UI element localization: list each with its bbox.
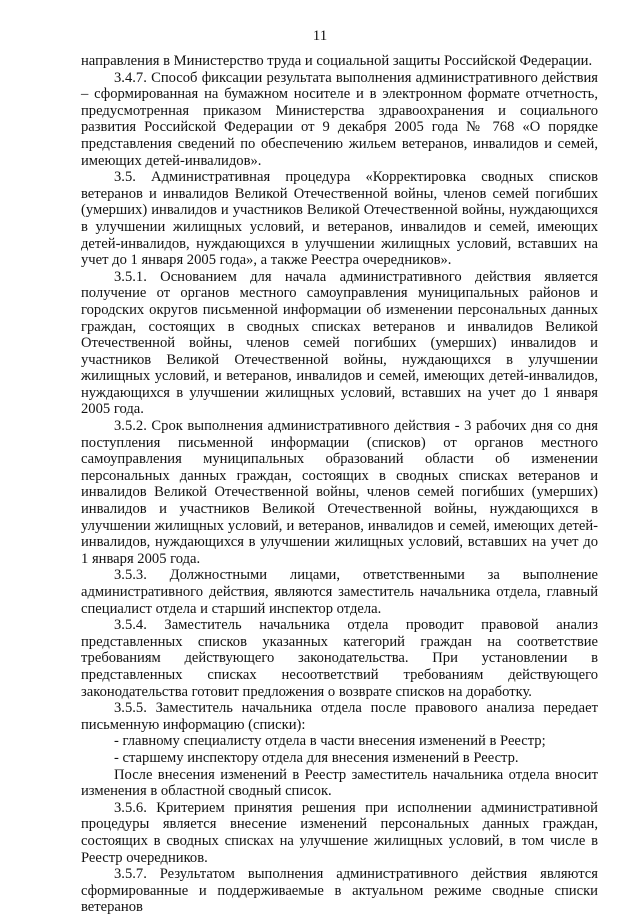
paragraph: После внесения изменений в Реестр заместитель начальника отдела вносит изменения в областной сводный список. [81, 766, 598, 800]
paragraph: 3.5.6. Критерием принятия решения при исполнении административной процедуры является внесение изменений персональных данных граждан, состоящих в сводных списках на улучшение жилищных условий, в том числе в Реестр очередников. [81, 799, 598, 866]
list-item: - старшему инспектору отдела для внесения изменений в Реестр. [114, 749, 519, 766]
paragraph: 3.5.1. Основанием для начала административного действия является получение от органов местного самоуправления муниципальных районов и городских округов письменной информации об изменении персональных данных граждан, состоящих в сводных списках ветеранов и инвалидов Великой Отечественной войны, членов семей погибших (умерших) инвалидов и участников Великой Отечественной войны, нуждающихся в улучшении жилищных условий, и ветеранов, инвалидов и семей, имеющих детей-инвалидов, нуждающихся в улучшении жилищных условий, вставших на учет до 1 января 2005 года. [81, 268, 598, 418]
paragraph: 3.5.2. Срок выполнения административного действия - 3 рабочих дня со дня поступления письменной информации (списков) от органов местного самоуправления муниципальных образований области об изменении персональных данных граждан, состоящих в сводных списках ветеранов и инвалидов Великой Отечественной войны, членов семей погибших (умерших) инвалидов и участников Великой Отечественной войны, нуждающихся в улучшении жилищных условий, и ветеранов, инвалидов и семей, имеющих детей-инвалидов, нуждающихся в улучшении жилищных условий, вставших на учет до 1 января 2005 года. [81, 418, 598, 567]
paragraph: 3.5.3. Должностными лицами, ответственными за выполнение административного действия, являются заместитель начальника отдела, главный специалист отдела и старший инспектор отдела. [81, 567, 598, 617]
page-number: 11 [312, 28, 328, 44]
document-body [81, 53, 598, 916]
list-item: - главному специалисту отдела в части внесения изменений в Реестр; [114, 733, 546, 750]
paragraph: 3.5.4. Заместитель начальника отдела проводит правовой анализ представленных списков указанных категорий граждан на соответствие требованиям действующего законодательства. При установлении в представленных списках несоответствий требованиям действующего законодательства готовит предложения о возврате списков на доработку. [81, 617, 598, 700]
paragraph: 3.4.7. Способ фиксации результата выполнения административного действия – сформированная на бумажном носителе и в электронном формате отчетность, предусмотренная приказом Министерства здравоохранения и социального развития Российской Федерации от 9 декабря 2005 года № 768 «О порядке представления сведений по обеспечению жильем ветеранов, инвалидов и семей, имеющих детей-инвалидов». [81, 69, 598, 169]
paragraph: 3.5.5. Заместитель начальника отдела после правового анализа передает письменную информацию (списки): [81, 700, 598, 733]
paragraph: 3.5. Административная процедура «Корректировка сводных списков ветеранов и инвалидов Великой Отечественной войны, членов семей погибших (умерших) инвалидов и участников Великой Отечественной войны, нуждающихся в улучшении жилищных условий, и ветеранов, инвалидов и семей, имеющих детей-инвалидов, нуждающихся в улучшении жилищных условий, вставших на учет до 1 января 2005 года», а также Реестра очередников». [81, 169, 598, 269]
paragraph: 3.5.7. Результатом выполнения административного действия являются сформированные и поддерживаемые в актуальном режиме сводные списки ветеранов [81, 866, 598, 916]
paragraph: направления в Министерство труда и социальной защиты Российской Федерации. [81, 53, 593, 69]
